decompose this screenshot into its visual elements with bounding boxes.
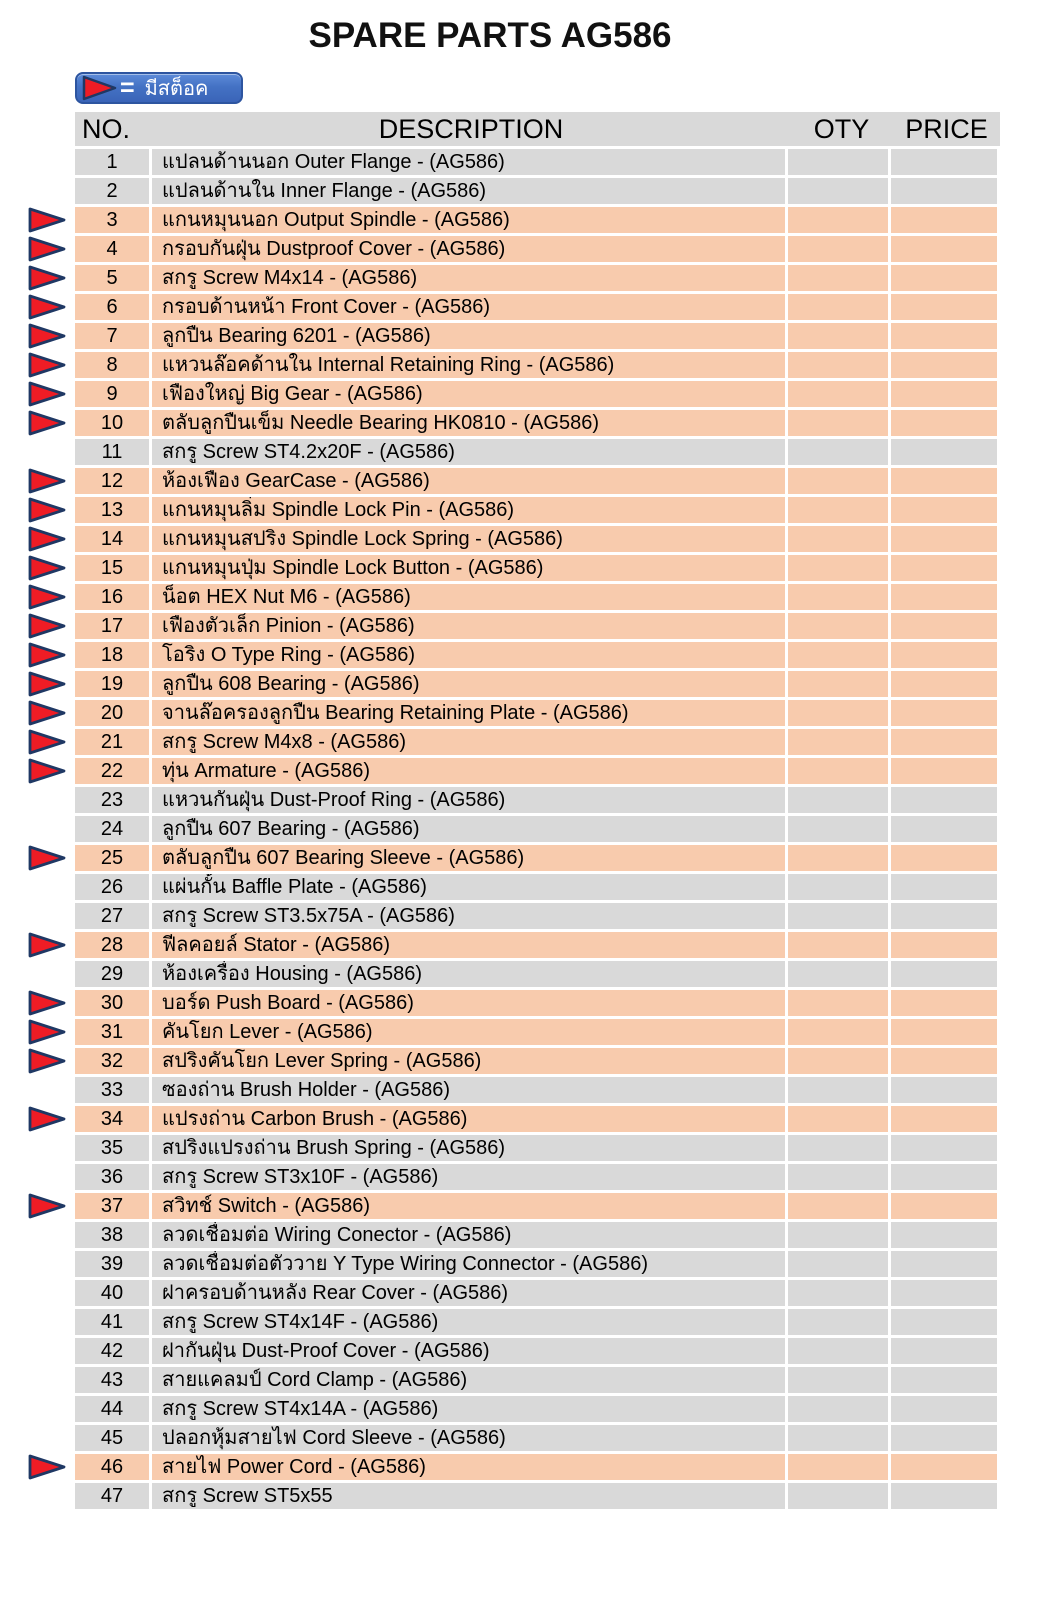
in-stock-arrow-icon xyxy=(27,1019,67,1045)
row-qty-cell xyxy=(788,149,888,175)
in-stock-arrow-icon xyxy=(27,758,67,784)
row-number-cell: 1 xyxy=(75,149,149,175)
table-row xyxy=(75,613,1000,639)
table-body xyxy=(75,149,1000,1509)
row-description-cell: แปลนด้านใน Inner Flange - (AG586) xyxy=(152,178,785,204)
row-price-cell xyxy=(891,497,997,523)
table-row xyxy=(75,1309,1000,1335)
row-description-cell: แปรงถ่าน Carbon Brush - (AG586) xyxy=(152,1106,785,1132)
row-number-cell: 17 xyxy=(75,613,149,639)
row-price-cell xyxy=(891,1367,997,1393)
row-price-cell xyxy=(891,1454,997,1480)
row-number-cell: 11 xyxy=(75,439,149,465)
row-number-cell: 9 xyxy=(75,381,149,407)
row-description-cell: สายแคลมป์ Cord Clamp - (AG586) xyxy=(152,1367,785,1393)
row-description-cell: จานล๊อครองลูกปืน Bearing Retaining Plate - (AG586) xyxy=(152,700,785,726)
row-price-cell xyxy=(891,729,997,755)
row-description-cell: ลวดเชื่อมต่อ Wiring Conector - (AG586) xyxy=(152,1222,785,1248)
row-price-cell xyxy=(891,671,997,697)
row-price-cell xyxy=(891,816,997,842)
row-number-cell: 41 xyxy=(75,1309,149,1335)
table-row xyxy=(75,178,1000,204)
row-price-cell xyxy=(891,178,997,204)
row-number-cell: 18 xyxy=(75,642,149,668)
row-number-cell: 7 xyxy=(75,323,149,349)
row-price-cell xyxy=(891,1396,997,1422)
row-description-cell: สกรู Screw ST5x55 xyxy=(152,1483,785,1509)
row-price-cell xyxy=(891,961,997,987)
in-stock-arrow-icon xyxy=(27,497,67,523)
row-description-cell: ฝากันฝุ่น Dust-Proof Cover - (AG586) xyxy=(152,1338,785,1364)
row-qty-cell xyxy=(788,236,888,262)
row-description-cell: สกรู Screw ST3x10F - (AG586) xyxy=(152,1164,785,1190)
row-qty-cell xyxy=(788,1338,888,1364)
row-number-cell: 8 xyxy=(75,352,149,378)
row-number-cell: 10 xyxy=(75,410,149,436)
row-number-cell: 42 xyxy=(75,1338,149,1364)
table-row xyxy=(75,1164,1000,1190)
row-number-cell: 19 xyxy=(75,671,149,697)
row-price-cell xyxy=(891,1251,997,1277)
row-price-cell xyxy=(891,1309,997,1335)
row-number-cell: 14 xyxy=(75,526,149,552)
table-row xyxy=(75,1280,1000,1306)
in-stock-legend-badge xyxy=(75,72,243,104)
row-qty-cell xyxy=(788,845,888,871)
row-description-cell: ปลอกหุ้มสายไฟ Cord Sleeve - (AG586) xyxy=(152,1425,785,1451)
row-description-cell: สปริงแปรงถ่าน Brush Spring - (AG586) xyxy=(152,1135,785,1161)
row-price-cell xyxy=(891,1483,997,1509)
row-number-cell: 31 xyxy=(75,1019,149,1045)
row-description-cell: แหวนกันฝุ่น Dust-Proof Ring - (AG586) xyxy=(152,787,785,813)
row-number-cell: 40 xyxy=(75,1280,149,1306)
row-number-cell: 30 xyxy=(75,990,149,1016)
row-price-cell xyxy=(891,642,997,668)
row-description-cell: แหวนล๊อคด้านใน Internal Retaining Ring - (AG586) xyxy=(152,352,785,378)
in-stock-arrow-icon xyxy=(27,410,67,436)
row-description-cell: ลูกปืน Bearing 6201 - (AG586) xyxy=(152,323,785,349)
table-row xyxy=(75,990,1000,1016)
row-number-cell: 27 xyxy=(75,903,149,929)
row-description-cell: โอริง O Type Ring - (AG586) xyxy=(152,642,785,668)
row-number-cell: 21 xyxy=(75,729,149,755)
row-price-cell xyxy=(891,323,997,349)
row-number-cell: 2 xyxy=(75,178,149,204)
row-description-cell: ห้องเครื่อง Housing - (AG586) xyxy=(152,961,785,987)
row-description-cell: ลวดเชื่อมต่อตัววาย Y Type Wiring Connector - (AG586) xyxy=(152,1251,785,1277)
row-qty-cell xyxy=(788,1106,888,1132)
table-row xyxy=(75,265,1000,291)
table-row xyxy=(75,845,1000,871)
row-price-cell xyxy=(891,207,997,233)
row-qty-cell xyxy=(788,410,888,436)
row-qty-cell xyxy=(788,178,888,204)
row-description-cell: สกรู Screw ST4.2x20F - (AG586) xyxy=(152,439,785,465)
row-qty-cell xyxy=(788,874,888,900)
row-price-cell xyxy=(891,787,997,813)
row-price-cell xyxy=(891,1425,997,1451)
row-price-cell xyxy=(891,1106,997,1132)
row-description-cell: ซองถ่าน Brush Holder - (AG586) xyxy=(152,1077,785,1103)
row-description-cell: สกรู Screw M4x14 - (AG586) xyxy=(152,265,785,291)
column-header-price: PRICE xyxy=(905,113,988,144)
in-stock-arrow-icon xyxy=(27,1106,67,1132)
row-qty-cell xyxy=(788,932,888,958)
row-number-cell: 45 xyxy=(75,1425,149,1451)
row-qty-cell xyxy=(788,1396,888,1422)
table-row xyxy=(75,758,1000,784)
legend-label: มีสต็อค xyxy=(144,78,209,100)
in-stock-arrow-icon xyxy=(27,729,67,755)
row-number-cell: 47 xyxy=(75,1483,149,1509)
row-qty-cell xyxy=(788,1193,888,1219)
row-number-cell: 44 xyxy=(75,1396,149,1422)
row-qty-cell xyxy=(788,1135,888,1161)
row-description-cell: น็อต HEX Nut M6 - (AG586) xyxy=(152,584,785,610)
row-number-cell: 28 xyxy=(75,932,149,958)
row-description-cell: แปลนด้านนอก Outer Flange - (AG586) xyxy=(152,149,785,175)
column-header-qty: OTY xyxy=(813,113,870,144)
table-row xyxy=(75,381,1000,407)
row-description-cell: แผ่นกั้น Baffle Plate - (AG586) xyxy=(152,874,785,900)
row-price-cell xyxy=(891,439,997,465)
row-number-cell: 26 xyxy=(75,874,149,900)
row-qty-cell xyxy=(788,352,888,378)
row-qty-cell xyxy=(788,468,888,494)
row-number-cell: 6 xyxy=(75,294,149,320)
row-description-cell: คันโยก Lever - (AG586) xyxy=(152,1019,785,1045)
row-price-cell xyxy=(891,1280,997,1306)
table-row xyxy=(75,1338,1000,1364)
row-description-cell: เฟืองใหญ่ Big Gear - (AG586) xyxy=(152,381,785,407)
row-price-cell xyxy=(891,236,997,262)
row-qty-cell xyxy=(788,584,888,610)
row-number-cell: 43 xyxy=(75,1367,149,1393)
row-number-cell: 3 xyxy=(75,207,149,233)
in-stock-arrow-icon xyxy=(27,1048,67,1074)
row-qty-cell xyxy=(788,961,888,987)
row-description-cell: ห้องเฟือง GearCase - (AG586) xyxy=(152,468,785,494)
in-stock-arrow-icon xyxy=(27,526,67,552)
in-stock-arrow-icon xyxy=(27,207,67,233)
row-number-cell: 13 xyxy=(75,497,149,523)
column-header-description: DESCRIPTION xyxy=(378,113,564,144)
row-description-cell: แกนหมุนลิ่ม Spindle Lock Pin - (AG586) xyxy=(152,497,785,523)
row-price-cell xyxy=(891,352,997,378)
table-row xyxy=(75,1019,1000,1045)
table-row xyxy=(75,1106,1000,1132)
table-row xyxy=(75,729,1000,755)
row-price-cell xyxy=(891,932,997,958)
equals-icon: = xyxy=(120,74,135,102)
in-stock-arrow-icon xyxy=(27,642,67,668)
spare-parts-table xyxy=(75,112,1000,1512)
row-qty-cell xyxy=(788,497,888,523)
row-price-cell xyxy=(891,1077,997,1103)
row-qty-cell xyxy=(788,1251,888,1277)
row-number-cell: 12 xyxy=(75,468,149,494)
row-qty-cell xyxy=(788,816,888,842)
row-number-cell: 46 xyxy=(75,1454,149,1480)
row-qty-cell xyxy=(788,1309,888,1335)
table-row xyxy=(75,961,1000,987)
row-number-cell: 29 xyxy=(75,961,149,987)
row-description-cell: ฟีลคอยล์ Stator - (AG586) xyxy=(152,932,785,958)
table-row xyxy=(75,1454,1000,1480)
table-row xyxy=(75,1077,1000,1103)
in-stock-arrow-icon xyxy=(27,990,67,1016)
in-stock-arrow-icon xyxy=(27,584,67,610)
row-number-cell: 24 xyxy=(75,816,149,842)
table-row xyxy=(75,1222,1000,1248)
column-header-no: NO. xyxy=(82,113,131,144)
row-qty-cell xyxy=(788,1483,888,1509)
table-row xyxy=(75,932,1000,958)
table-header-row xyxy=(75,112,1000,146)
row-price-cell xyxy=(891,1193,997,1219)
table-row xyxy=(75,787,1000,813)
row-qty-cell xyxy=(788,700,888,726)
row-price-cell xyxy=(891,874,997,900)
row-qty-cell xyxy=(788,990,888,1016)
table-row xyxy=(75,526,1000,552)
row-qty-cell xyxy=(788,1164,888,1190)
row-number-cell: 32 xyxy=(75,1048,149,1074)
in-stock-arrow-icon xyxy=(27,555,67,581)
row-qty-cell xyxy=(788,1425,888,1451)
table-row xyxy=(75,1251,1000,1277)
stock-arrow-icon xyxy=(82,75,118,101)
row-price-cell xyxy=(891,526,997,552)
row-number-cell: 33 xyxy=(75,1077,149,1103)
row-price-cell xyxy=(891,468,997,494)
row-qty-cell xyxy=(788,903,888,929)
row-number-cell: 38 xyxy=(75,1222,149,1248)
table-row xyxy=(75,497,1000,523)
row-description-cell: กรอบด้านหน้า Front Cover - (AG586) xyxy=(152,294,785,320)
in-stock-arrow-icon xyxy=(27,381,67,407)
in-stock-arrow-icon xyxy=(27,468,67,494)
table-row xyxy=(75,1135,1000,1161)
table-row xyxy=(75,1367,1000,1393)
table-row xyxy=(75,874,1000,900)
row-description-cell: ลูกปืน 608 Bearing - (AG586) xyxy=(152,671,785,697)
in-stock-arrow-icon xyxy=(27,236,67,262)
row-qty-cell xyxy=(788,265,888,291)
in-stock-arrow-icon xyxy=(27,323,67,349)
table-row xyxy=(75,410,1000,436)
row-price-cell xyxy=(891,1338,997,1364)
row-qty-cell xyxy=(788,1019,888,1045)
table-row xyxy=(75,555,1000,581)
row-number-cell: 22 xyxy=(75,758,149,784)
row-description-cell: บอร์ด Push Board - (AG586) xyxy=(152,990,785,1016)
row-price-cell xyxy=(891,1135,997,1161)
row-qty-cell xyxy=(788,1222,888,1248)
row-qty-cell xyxy=(788,758,888,784)
row-description-cell: สกรู Screw ST4x14F - (AG586) xyxy=(152,1309,785,1335)
row-qty-cell xyxy=(788,729,888,755)
row-price-cell xyxy=(891,381,997,407)
row-price-cell xyxy=(891,903,997,929)
row-qty-cell xyxy=(788,1048,888,1074)
in-stock-arrow-icon xyxy=(27,932,67,958)
page-title: SPARE PARTS AG586 xyxy=(308,16,672,55)
row-number-cell: 34 xyxy=(75,1106,149,1132)
table-row xyxy=(75,903,1000,929)
row-description-cell: สกรู Screw M4x8 - (AG586) xyxy=(152,729,785,755)
row-description-cell: แกนหมุนปุ่ม Spindle Lock Button - (AG586) xyxy=(152,555,785,581)
in-stock-arrow-icon xyxy=(27,1193,67,1219)
row-qty-cell xyxy=(788,1454,888,1480)
row-number-cell: 4 xyxy=(75,236,149,262)
row-description-cell: กรอบกันฝุ่น Dustproof Cover - (AG586) xyxy=(152,236,785,262)
row-price-cell xyxy=(891,584,997,610)
table-row xyxy=(75,1483,1000,1509)
row-description-cell: แกนหมุนนอก Output Spindle - (AG586) xyxy=(152,207,785,233)
row-number-cell: 36 xyxy=(75,1164,149,1190)
row-price-cell xyxy=(891,990,997,1016)
table-row xyxy=(75,468,1000,494)
row-qty-cell xyxy=(788,294,888,320)
row-qty-cell xyxy=(788,555,888,581)
row-price-cell xyxy=(891,555,997,581)
row-description-cell: สวิทช์ Switch - (AG586) xyxy=(152,1193,785,1219)
table-row xyxy=(75,1193,1000,1219)
in-stock-arrow-icon xyxy=(27,613,67,639)
table-row xyxy=(75,671,1000,697)
in-stock-arrow-icon xyxy=(27,845,67,871)
row-price-cell xyxy=(891,294,997,320)
row-description-cell: สกรู Screw ST4x14A - (AG586) xyxy=(152,1396,785,1422)
table-row xyxy=(75,584,1000,610)
row-qty-cell xyxy=(788,381,888,407)
row-qty-cell xyxy=(788,1280,888,1306)
row-qty-cell xyxy=(788,323,888,349)
row-qty-cell xyxy=(788,207,888,233)
row-number-cell: 5 xyxy=(75,265,149,291)
table-row xyxy=(75,439,1000,465)
table-row xyxy=(75,1425,1000,1451)
in-stock-arrow-icon xyxy=(27,352,67,378)
table-row xyxy=(75,1048,1000,1074)
table-row xyxy=(75,1396,1000,1422)
table-row xyxy=(75,642,1000,668)
row-price-cell xyxy=(891,845,997,871)
row-qty-cell xyxy=(788,1367,888,1393)
row-price-cell xyxy=(891,613,997,639)
row-qty-cell xyxy=(788,671,888,697)
row-number-cell: 16 xyxy=(75,584,149,610)
in-stock-arrow-icon xyxy=(27,265,67,291)
row-price-cell xyxy=(891,149,997,175)
row-number-cell: 15 xyxy=(75,555,149,581)
table-row xyxy=(75,294,1000,320)
row-qty-cell xyxy=(788,439,888,465)
row-number-cell: 35 xyxy=(75,1135,149,1161)
row-description-cell: เฟืองตัวเล็ก Pinion - (AG586) xyxy=(152,613,785,639)
row-price-cell xyxy=(891,758,997,784)
table-row xyxy=(75,816,1000,842)
table-row xyxy=(75,149,1000,175)
row-qty-cell xyxy=(788,526,888,552)
row-description-cell: ตลับลูกปืน 607 Bearing Sleeve - (AG586) xyxy=(152,845,785,871)
row-price-cell xyxy=(891,1164,997,1190)
row-description-cell: ทุ่น Armature - (AG586) xyxy=(152,758,785,784)
table-row xyxy=(75,352,1000,378)
table-row xyxy=(75,207,1000,233)
row-description-cell: สายไฟ Power Cord - (AG586) xyxy=(152,1454,785,1480)
row-qty-cell xyxy=(788,613,888,639)
in-stock-arrow-icon xyxy=(27,700,67,726)
row-qty-cell xyxy=(788,787,888,813)
row-description-cell: แกนหมุนสปริง Spindle Lock Spring - (AG586) xyxy=(152,526,785,552)
table-row xyxy=(75,236,1000,262)
row-price-cell xyxy=(891,410,997,436)
table-row xyxy=(75,700,1000,726)
row-price-cell xyxy=(891,1222,997,1248)
row-description-cell: ลูกปืน 607 Bearing - (AG586) xyxy=(152,816,785,842)
table-row xyxy=(75,323,1000,349)
row-number-cell: 20 xyxy=(75,700,149,726)
row-price-cell xyxy=(891,1048,997,1074)
in-stock-arrow-icon xyxy=(27,1454,67,1480)
in-stock-arrow-icon xyxy=(27,294,67,320)
row-qty-cell xyxy=(788,642,888,668)
row-qty-cell xyxy=(788,1077,888,1103)
row-price-cell xyxy=(891,700,997,726)
row-description-cell: ฝาครอบด้านหลัง Rear Cover - (AG586) xyxy=(152,1280,785,1306)
in-stock-arrow-icon xyxy=(27,671,67,697)
row-price-cell xyxy=(891,265,997,291)
row-price-cell xyxy=(891,1019,997,1045)
row-description-cell: ตลับลูกปืนเข็ม Needle Bearing HK0810 - (AG586) xyxy=(152,410,785,436)
row-description-cell: สกรู Screw ST3.5x75A - (AG586) xyxy=(152,903,785,929)
row-number-cell: 39 xyxy=(75,1251,149,1277)
row-number-cell: 23 xyxy=(75,787,149,813)
row-number-cell: 25 xyxy=(75,845,149,871)
row-description-cell: สปริงคันโยก Lever Spring - (AG586) xyxy=(152,1048,785,1074)
row-number-cell: 37 xyxy=(75,1193,149,1219)
